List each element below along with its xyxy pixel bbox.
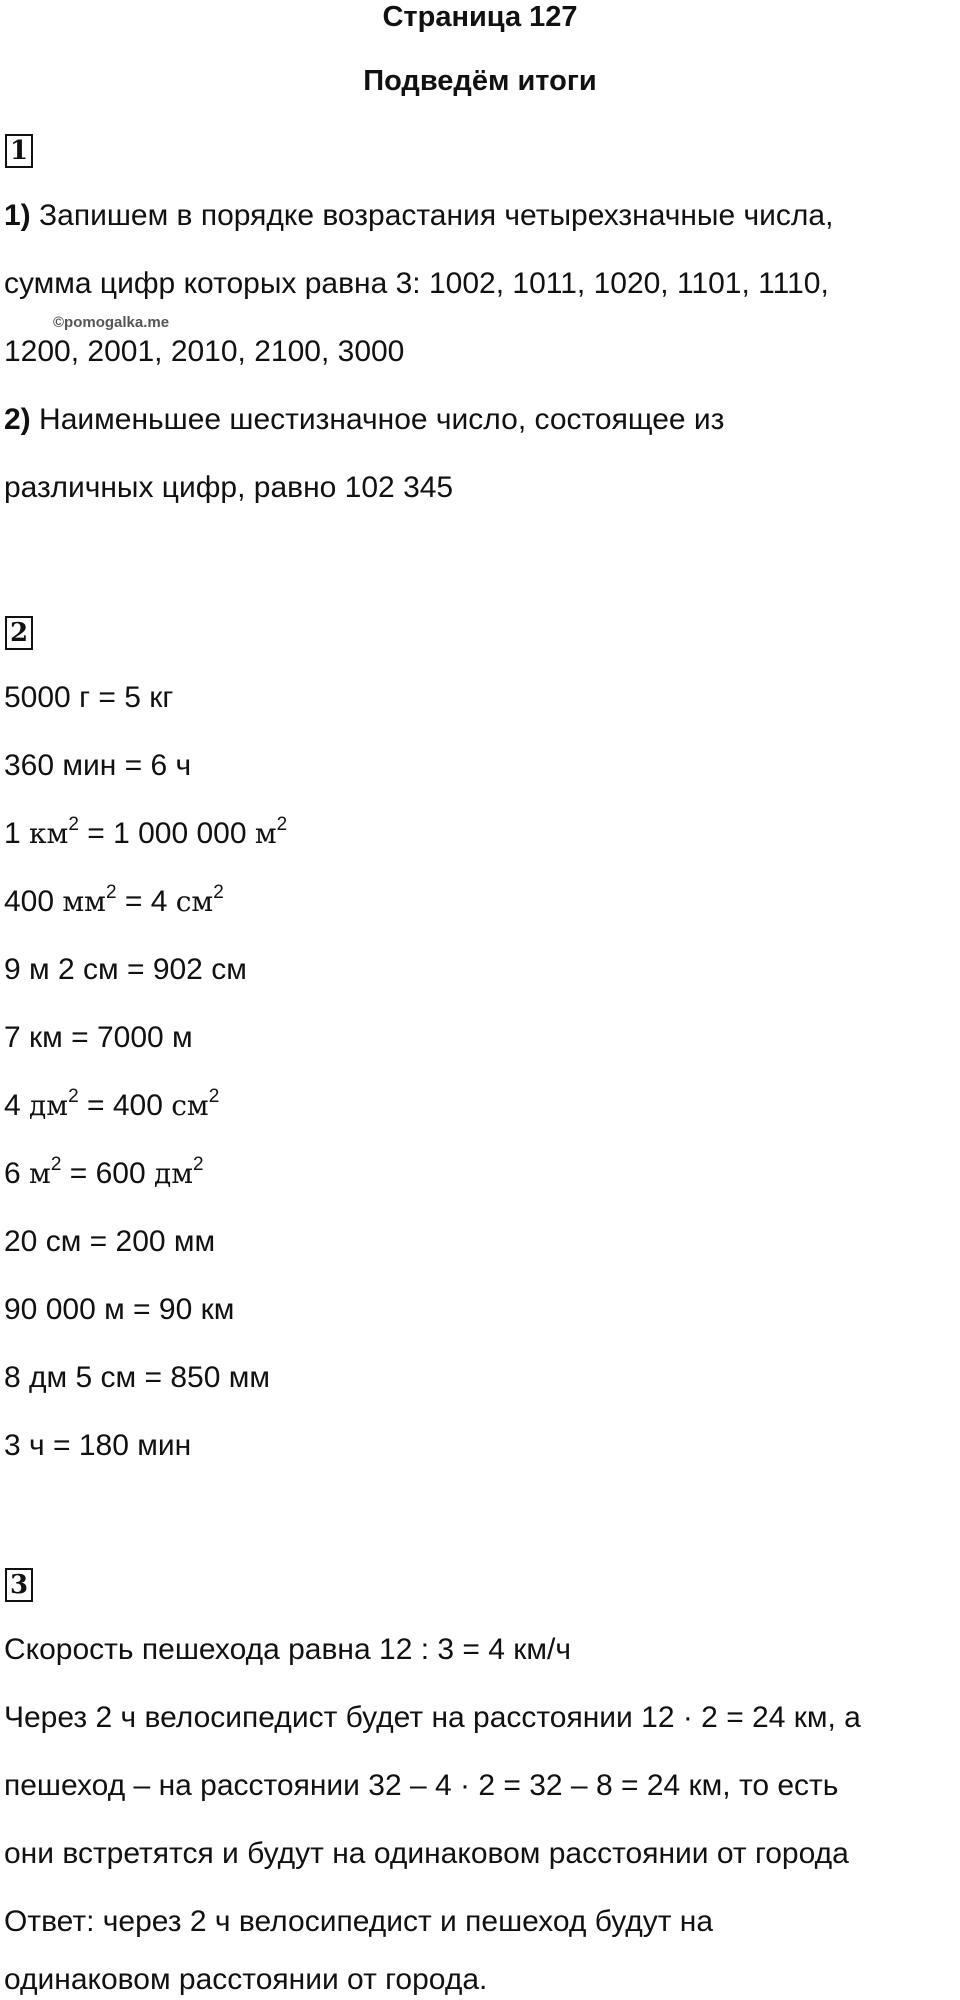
task-1-number: 1 bbox=[5, 134, 33, 168]
task-1-part-2-line-1 bbox=[4, 402, 724, 438]
task-1-part-1-text: Запишем в порядке возрастания четырехзначные числа, bbox=[39, 199, 834, 232]
conversion-2: 360 мин = 6 ч bbox=[4, 749, 192, 782]
task-1-part-2-line-2: различных цифр, равно 102 345 bbox=[4, 471, 454, 504]
conversion-7: 4 $дм^2 = 400$ $см^2$ bbox=[4, 1086, 220, 1122]
task-3-line-4: они встретятся и будут на одинаковом расстоянии от города bbox=[4, 1837, 849, 1870]
conversion-3: 1 $км^2 = 1$ 000 000 $м^2$ bbox=[4, 814, 288, 850]
conversion-12: 3 ч = 180 мин bbox=[4, 1429, 192, 1462]
task-2-number: 2 bbox=[5, 616, 33, 650]
section-title: Подведём итоги bbox=[363, 65, 597, 97]
page-title: Страница 127 bbox=[382, 1, 578, 33]
task-1-part-1-line-2: сумма цифр которых равна 3: 1002, 1011, 1020, 1101, 1110, bbox=[4, 267, 829, 300]
task-3-number: 3 bbox=[5, 1568, 33, 1602]
watermark: ©pomogalka.me bbox=[53, 314, 170, 331]
conversion-10: 90 000 м = 90 км bbox=[4, 1293, 235, 1326]
task-3-line-2: Через 2 ч велосипедист будет на расстоянии 12 · 2 = 24 км, а bbox=[4, 1701, 861, 1734]
conversion-11: 8 дм 5 см = 850 мм bbox=[4, 1361, 270, 1394]
task-1-part-2-text: Наименьшее шестизначное число, состоящее из bbox=[39, 403, 725, 436]
task-1-part-1-line-1 bbox=[4, 198, 833, 234]
task-3-answer-line-1: Ответ: через 2 ч велосипедист и пешеход будут на bbox=[4, 1905, 714, 1938]
task-3-line-3: пешеход – на расстоянии 32 – 4 · 2 = 32 – 8 = 24 км, то есть bbox=[4, 1769, 839, 1802]
task-1-part-2-label: 2) bbox=[4, 403, 31, 436]
task-1-part-1-label: 1) bbox=[4, 199, 31, 232]
conversion-9: 20 см = 200 мм bbox=[4, 1225, 216, 1258]
conversion-6: 7 км = 7000 м bbox=[4, 1021, 193, 1054]
task-1-part-1-line-3: 1200, 2001, 2010, 2100, 3000 bbox=[4, 335, 405, 368]
task-3-line-1: Скорость пешехода равна 12 : 3 = 4 км/ч bbox=[4, 1633, 571, 1666]
task-3-answer-line-2: одинаковом расстоянии от города. bbox=[4, 1963, 488, 1996]
conversion-1: 5000 г = 5 кг bbox=[4, 681, 174, 714]
conversion-5: 9 м 2 см = 902 см bbox=[4, 953, 247, 986]
conversion-4: 400 $мм^2 = 4$ $см^2$ bbox=[4, 882, 224, 918]
conversion-8: 6 $м^2 = 600$ $дм^2$ bbox=[4, 1154, 204, 1190]
